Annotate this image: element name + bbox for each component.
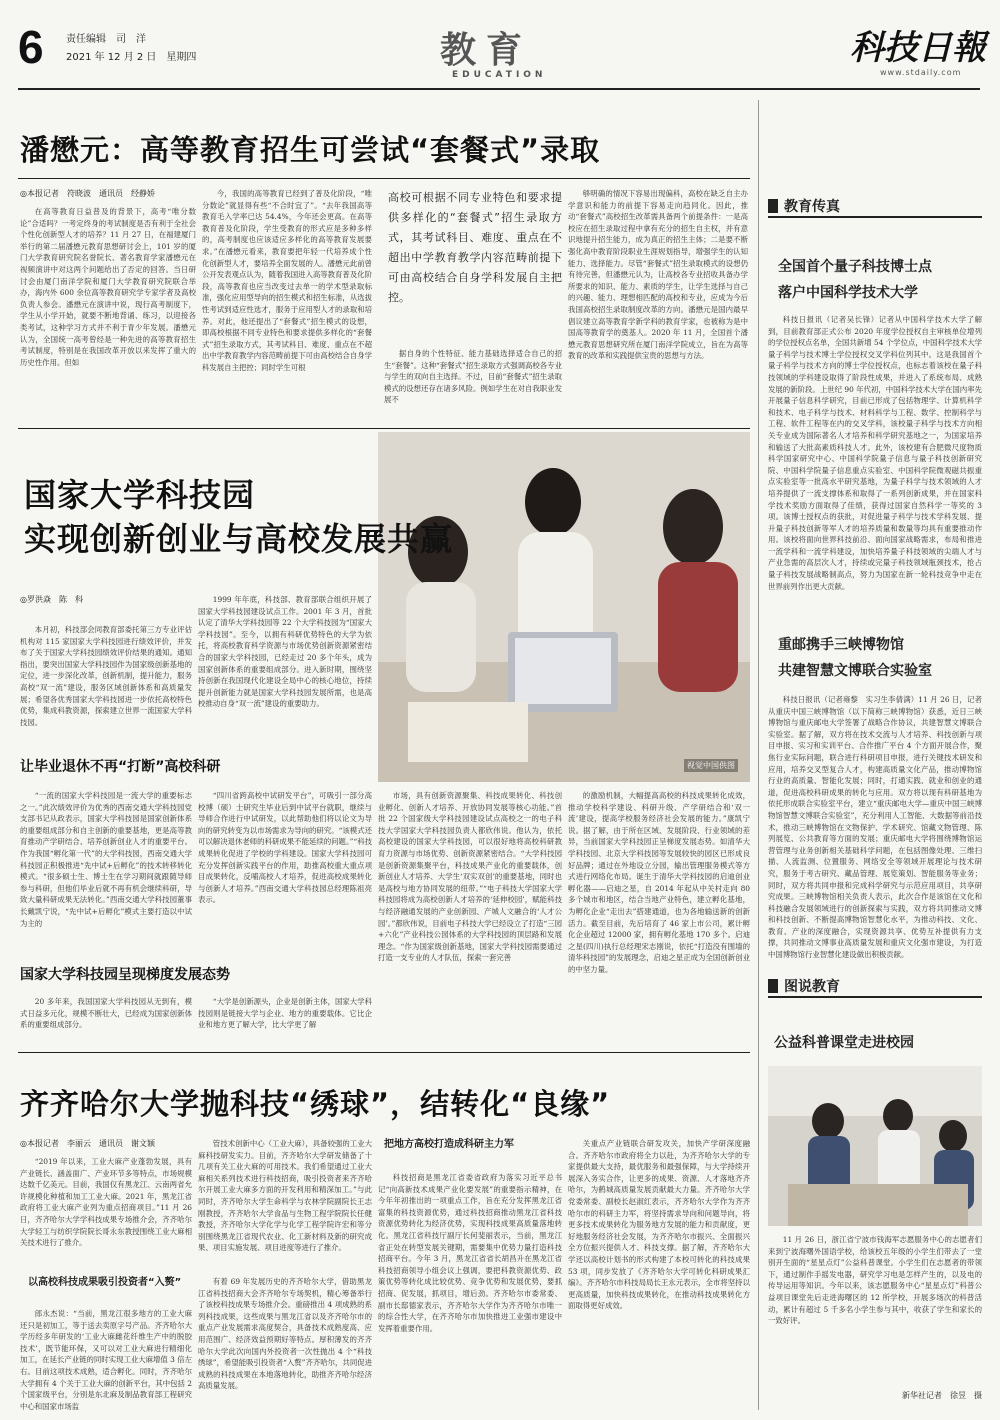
- photo-section-bar: [768, 976, 982, 998]
- issue-date: 2021 年 12 月 2 日 星期四: [66, 52, 197, 63]
- article2-col2: 1999 年年底，科技部、教育部联合组织开展了国家大学科技园建设试点工作。2001 年 3 月，首批认定了清华大学科技园等 22 个大学科技园为“国家大学科技园”。至今，以拥有科研优势特色的大学为依托，将高校教育科学资源与市场优势创新资源紧密结合的国家大学科技园，已经走过 20 多个年头，成为国家创新体系的重要组成部分。进入新时期，围绕坚持创新在我国现代化建设全局中心的核心地位，持续提升创新能力就是国家大学科技园发展所需，也是高校推动自身“双一流”建设的重要助力。: [198, 595, 372, 709]
- photo-news-credit: 新华社记者 徐昱 摄: [902, 1391, 982, 1400]
- news1-title-line1: 全国首个量子科技博士点: [778, 259, 932, 275]
- classroom-photo-illustration: [768, 1066, 982, 1226]
- photo-news-caption: 11 月 26 日，浙江省宁波市钱海军志愿服务中心的志愿者们来到宁波海曙外国语学校，给该校五年级的小学生们带去了一堂别开生面的“星星点灯”公益科普课堂。小学生们在志愿者的带领下，通过制作手摇发电器，研究学习电是怎样产生的，以及电的传导运用等知识。今年以来，该志愿服务中心“星星点灯”科普公益项目课堂先后走进海曙区的 12 所学校，开展多场次的科普活动，累计有超过 5 千多名小学生参与其中，收获了学生和家长的一致好评。: [768, 1235, 982, 1326]
- article2-sub2-col1: 20 多年来，我国国家大学科技园从无到有，模式日益多元化，规模不断壮大，已经成为国家创新体系的重要组成部分。: [20, 997, 192, 1030]
- newspaper-logo: 科技日報: [850, 28, 986, 68]
- website-url: www.stdaily.com: [880, 68, 962, 77]
- news-section-label: 教育传真: [784, 199, 840, 215]
- article2-subhead2: 国家大学科技园呈现梯度发展态势: [20, 967, 230, 983]
- section-marker-icon: [768, 979, 778, 993]
- article3-col3-subhead: 把地方高校打造成科研主力军: [384, 1139, 514, 1150]
- article3-col1-subhead: 以高校科技成果吸引投资者“入赘”: [28, 1277, 182, 1288]
- section-marker-icon: [768, 199, 778, 213]
- article3-col2: 管技术创新中心（工业大麻），具备较强的工业大麻科技研发实力。目前，齐齐哈尔大学研发储备了十几项有关工业大麻的可用技术。我们希望通过工业大麻相关系列技术进行科技招商，吸引投资者来齐齐哈尔开展工业大麻多方面的开发利用和精深加工。”与此同时，齐齐哈尔大学生命科学与农林学院副院长王志刚教授，齐齐哈尔大学食品与生物工程学院院长任健教授，齐齐哈尔大学化学与化学工程学院许宏和等分别围绕黑龙江省现代农业、化工新材料及新的研究成果、项目实施发展、项目进度等进行了推介。: [198, 1139, 372, 1253]
- photo-news-title: 公益科普课堂走进校园: [774, 1035, 914, 1051]
- article3-headline: 齐齐哈尔大学抛科技“绣球”，结转化“良缘”: [20, 1087, 611, 1121]
- section-subtitle: EDUCATION: [452, 70, 547, 80]
- news2-title-line1: 重邮携手三峡博物馆: [778, 637, 904, 653]
- article2-top-rule: [18, 428, 750, 429]
- article3-col2-b: 有着 69 年发展历史的齐齐哈尔大学，借助黑龙江省科技招商大会齐齐哈尔专场契机，精心筹备举行了该校科技成果专场推介会。重磅推出 4 项成熟的系列科技成果，这些成果与黑龙江省以及齐齐哈尔市的重点产业发展需求高度契合，具备技术成熟度高、应用范围广、经济效益预期好等特点。厚积薄发的齐齐哈尔大学此次向国内外投资者一次性抛出 4 个“科技绣球”，希望能吸引投资者“入赘”齐齐哈尔，共同促进成熟的科技成果在本地落地转化，助推齐齐哈尔经济高质量发展。: [198, 1277, 372, 1391]
- article2-sub1-col1: “一流的国家大学科技园是一流大学的重要标志之一。”此次绩效评价为优秀的西南交通大学科技园党支部书记从政表示，国家大学科技园是国家创新体系的重要组成部分和自主创新的重要基地，更是高等教育推动产学研结合、培养创新创业人才的重要平台。作为我国“孵化第一代”的大学科技园，西南交通大学科技园正积极推进“先中试+后孵化”的技术转移转化模式。“很多硕士生、博士生在学习期间就跟随导师参与科研，但他们毕业后就不再有机会继续科研，导致大量科研成果无法转化。”西南交通大学科技园董事长戴凯宁说，“先中试+后孵化”模式主要打造以中试为主的: [20, 791, 192, 928]
- article1-callout: 高校可根据不同专业特色和要求提供多样化的“套餐式”招生录取方式，其考试科目、难度、重点在不超出中学教育教学内容范畴前提下可由高校结合自身学科发展自主把控。: [388, 191, 562, 304]
- news2-body: 科技日报讯（记者雍黎 实习生李倩满）11 月 26 日，记者从重庆中国三峡博物馆（以下简称三峡博物馆）获悉，近日三峡博物馆与重庆邮电大学签署了战略合作协议，共建智慧文博联合实验室。据了解，双方将在技术交流与人才培养、科技创新与项目申报、实习和实训平台、合作推广平台 4 个方面开展合作，聚焦行业实际问题，联合进行科研项目申报，进行关键技术研发和应用，培养交叉型复合人才，构建高质量文化产品，推动博物馆行业的高质量、智能化发展；同时，打通实践、就业和创业的通道，促进高校科研成果的转化与应用。双方将以现有科研基地为依托形成联合实验室平台，建立“重庆邮电大学—重庆中国三峡博物馆智慧文博联合实验室”，充分利用人工智能、大数据等前沿技术，推动三峡博物馆在文物保护、学术研究、馆藏文物管理、陈列展览、公共教育等方面的发展；重庆邮电大学将围绕博物馆运营管理与业务创新相关基础科学问题，在包括图像处理、三维扫描、人流监测、位置服务、网络安全等领域开展理论与技术研究，服务于考古研究、藏品管理、展览策划、智能服务等业务；同时，双方将共同申报和完成科学研究与示范应用项目，共享研究成果。三峡博物馆相关负责人表示，此次合作是该馆在文化和科技融合发展领域进行的创新探索与实践，双方将共同推动文博和科技创新、不断提高博物馆智慧化水平，为推动科技、文化、教育、产业的深度融合，实现资源共享、优势互补提供有力支撑，共同推动文博事业高质量发展和重庆文化强市建设，为打造中国博物馆行业智慧化建设做出积极贡献。: [768, 695, 982, 960]
- section-title: 教育: [440, 30, 533, 71]
- article2-sub1-col3: 市场，具有创新资源聚集、科技成果转化、科技创业孵化、创新人才培养、开放协同发展等核心功能。”首批 22 个国家级大学科技园建设试点高校之一的电子科技大学国家大学科技园负责人都欣伟说。他认为，依托高校建设的国家大学科技园，可以很好地将高校科研教育力资源与市场优势、创新资源紧密结合。“大学科技园是创新资源集聚平台，科技成果产业化的重要载体，创新创业人才培养、大学生‘双实双创’的重要基地，同时也是高校与地方协同发展的纽带。”“电子科技大学国家大学科技园将成为高校创新人才培养的‘延伸校园’，赋能科技与经济融通发展的产业创新园、产城人文融合的‘人才公园’。”都欣伟说，目前电子科技大学已经设立了打造“三园+六化”产业科技公园体系的大学科技园的顶层路和发展理念。“作为国家级创新基地，国家大学科技园需要通过打造一支专业的人才队伍，探索一套完善: [378, 791, 562, 963]
- article2-byline: ◎罗洪焱 陈 科: [20, 595, 83, 604]
- article3-col4: 关重点产业链联合研发攻关，加快产学研深度融合。齐齐哈尔市政府将全力以赴，为齐齐哈尔大学的专家提供最大支持，最优服务和最强保障，与大学持续开展深入务实合作，让更多的成果、资源、人才落地齐齐哈尔，为鹤城高质量发展贡献最大力量。齐齐哈尔大学党委常委、副校长赵淑红表示，齐齐哈尔大学作为齐齐哈尔市的科研主力军，将坚持需求导向和问题导向，将更多技术成果转化为服务地方发展的能力和贡献度，更好地服务经济社会发展，为齐齐哈尔市振兴、全面振兴全方位振兴提供人才、科技支撑。据了解，齐齐哈尔大学还以高校计划书的形式构建了本校可转化的科技成果 53 项，同步发放了《齐齐哈尔大学可转化科研成果汇编》。齐齐哈尔市科技局局长王永元表示，全市将坚持以更高质量，加快科技成果转化，在推动科技成果转化方面取得更好成效。: [568, 1139, 750, 1311]
- article1-rule: [18, 178, 750, 179]
- news1-body: 科技日报讯（记者吴长锋）记者从中国科学技术大学了解到，目前教育部正式公布 2020 年度学位授权自主审核单位增列的学位授权点名单，全国共新增 54 个学位点，中国科学技术大学量子科学与技术博士学位授权交叉学科位列其中。这是我国首个量子科学与技术方向的博士学位授权点，也标志着该校在量子科技领域的学科建设取得了阶段性成果，并进入了系统布局、成熟发展的新阶段。上世纪 90 年代初，中国科学技术大学在国内率先开展量子信息科学研究，目前已形成了包括物理学、计算机科学和技术、电子科学与技术、材料科学与工程、数学、控制科学与工程、软件工程等在内的交叉学科，该校量子科学与技术方向相关专业成为国际著名人才培养和科学研究基地之一，为国家培养和输送了大批高素质科技人才。此外，该校建有合肥微尺度物质科学国家研究中心、中国科学院量子信息与量子科技创新研究院、中国科学院量子信息重点实验室、中国科学院微观磁共振重点实验室等一批高水平研究基地，为量子科学与技术领域的人才培养提供了一流支撑体系和取得了一系列创新成果，并在国家科学技术奖励方面取得了佳绩，获得过国家自然科学一等奖的 3 项。该博士授权点的获批，对促进量子科学与技术学科发展、提升量子科技创新等军人才的培养质量和数量等均具有重要推动作用。该校将面向世界科技前沿、面向国家战略需求，布局和推进一流学科和一流学科建设，加快培养量子科技领域的尖端人才与产业急需的高层次人才，持续或完量子科技领域瓶颈技术，抢占量子科技发展战略制高点，努力为国家在新一轮科技竞争中走在世界前列作出更大贡献。: [768, 315, 982, 591]
- classroom-photo: [768, 1066, 982, 1226]
- article1-col2: 今，我国的高等教育已经到了普及化阶段，“唯分数论”就显得有些“不合时宜了”。“去年我国高等教育毛入学率已达 54.4%，今年还会更高。在高等教育普及化阶段，学生受教育的形式应是多种多样的，高考制度也应该适应多样化的高等教育发展要求。”在潘懋元看来，教育要把年轻一代培养成个性化创新型人才，要培养全面发展的人。潘懋元此前曾公开发表观点认为，随着我国进入高等教育普及化阶段，高等教育也应当改变过去单一的学术型录取标准，强化应用型导向的招生模式和招生标准，从选拔性考试到适应性选才，服务于应用型人才的录取和培养。对此，他还提出了“套餐式”招生模式的设想，即高校根据不同专业特色和要求提供多样化的“套餐式”招生录取方式，其考试科目、难度、重点在不超出中学教育教学内容范畴前提下可由高校结合自身学科发展自主把控；同时学生可根: [202, 189, 372, 372]
- article2-headline-line1: 国家大学科技园: [24, 476, 256, 514]
- header-rule: [18, 88, 980, 90]
- article1-headline: 潘懋元：高等教育招生可尝试“套餐式”录取: [20, 133, 601, 167]
- photo-section-label: 图说教育: [784, 979, 840, 995]
- article2-sub2-col2: “大学是创新源头，企业是创新主体，国家大学科技园则是链接大学与企业、地方的重要载体。它比企业和地方更了解大学，比大学更了解: [198, 997, 372, 1030]
- article1-col4: 够明确的情况下容易出现偏科，高校在缺乏自主办学意识和能力的前提下容易走向趋同化。因此，推动“套餐式”高校招生改革需具备两个前提条件：一是高校应在招生录取过程中拿有充分的招生自主权，并有意识地提升招生能力，成为真正的招生主体；二是要不断强化高中教育阶段职业生涯规划指导，增强学生的认知能力、选择能力。尽管“套餐式”招生录取模式的设想仍有待完善，但潘懋元认为，让高校各专业招收具备办学所要求的知识、能力、素质的学生，让学生选择与自己的兴趣、能力、理想相匹配的高校和专业，应成为今后我国高校招生录取制度改革的方向。潘懋元是国内最早倡议建立高等教育学新学科的教育学家，也被称为是中国高等教育学的奠基人。2020 年 11 月，全国首个潘懋元教育思想研究所在厦门南洋学院成立，旨在为高等教育的改革和实践提供宝贵的思想与方法。: [568, 189, 748, 361]
- page-number: 6: [18, 21, 44, 73]
- article3-col3: 科技招商是黑龙江省委省政府为落实习近平总书记“向高新技术成果产业化要发展”的重要指示精神，在今年年初推出的一项重点工作，旨在充分发挥黑龙江省富集的科技资源优势，通过科技招商推动黑龙江省科技资源优势转化为经济优势，实现科技成果高质量落地转化。黑龙江省科技厅副厅长何斐丽表示，当前，黑龙江省正处在转型发展关键期，需要集中优势力量打造科技招商平台。今年 3 月，黑龙江省省长胡昌升在黑龙江省科技招商领导小组会议上强调，要把科教资源优势、政策优势等转化成比较优势、竞争优势和发展优势，要抓招商、促发展，抓项目，增后劲。齐齐哈尔市委常委、副市长邸德家表示，齐齐哈尔大学作为齐齐哈尔市唯一的综合性大学，在齐齐哈尔市加快推进工业强市建设中发挥着重要作用。: [378, 1173, 562, 1333]
- right-column-divider: [758, 100, 759, 1410]
- students-photo-illustration: [378, 432, 750, 782]
- news1-title-line2: 落户中国科学技术大学: [778, 285, 918, 301]
- news-section-bar: [768, 196, 982, 218]
- article3-col1-b: 郎永杰说：“当前，黑龙江很多地方的工业大麻还只是初加工，等于送去卖原字号产品。齐齐哈尔大学历经多年研发的‘工业大麻雌花纤维生产中的脱胶技术’，既节能环保，又可以对工业大麻进行精细化加工，在延长产业链的同时实现工业大麻增值 3 倍左右。目前这项技术成熟，适合孵化。同时，齐齐哈尔大学拥有 4 个关于工业大麻的创新平台，其中包括 2 个国家级平台，分别是东北麻及制品教育部工程研究中心和国家市场监: [20, 1309, 192, 1411]
- news2-title-line2: 共建智慧文博联合实验室: [778, 663, 932, 679]
- article3-col1: “2019 年以来，工业大麻产业蓬勃发展，具有产业链长、涵盖面广、产业环节多等特点，市场规模达数千亿美元。目前，我国仅有黑龙江、云南两省允许规模化种植和加工工业大麻。2021 年，黑龙江省政府将工业大麻产业列为重点招商项目。”11 月 26 日，齐齐哈尔大学学科技成果专场推介会，齐齐哈尔大学轻工与纺织学院院长哥永东教授围绕工业大麻相关技术进行了推介。: [20, 1157, 192, 1248]
- article3-top-rule: [18, 1052, 750, 1053]
- article3-byline: ◎本报记者 李丽云 通讯员 谢文颖: [20, 1139, 155, 1148]
- article1-col1: 在高等教育日益普及的背景下，高考“唯分数论”合适吗？一考定终身的考试制度是否有利于全社会个性化创新型人才的培养？11 月 27 日，在福建厦门举行的第二届潘懋元教育思想研讨会上，101 岁的厦门大学教育研究院名誉院长、著名教育学家潘懋元在视频演讲中对这两个问题给出了否定的回答。当日研讨会由厦门南洋学院和厦门大学教育研究院联合举办，海内外 600 余位高等教育研究学专家学者及高校负责人参会。潘懋元在演讲中说，现行高考制度下，学生从小学开始，就要不断地背诵、练习，以迎接各类考试，这种学习方式并不利于青少年发展。潘懋元认为，全国统一高考曾经是一种先进的高等教育招生考试制度，特别是在我国改革开放以来发挥了重大的历史性作用。但如: [20, 207, 196, 367]
- article2-subhead1: 让毕业退休不再“打断”高校科研: [20, 759, 221, 775]
- article2-headline-line2: 实现创新创业与高校发展共赢: [24, 520, 454, 558]
- article2-sub1-col2: “四川省跨高校中试研发平台”，可吸引一部分高校博（硕）士研究生毕业后到中试平台就职，继续与导师合作进行中试研发，以此帮助他们将以论文为导向的研究转变为以市场需求为导向的研究。“该模式还可以解决退休老师的科研成果不能延续的问题。”“科技成果转化促进了学校的学科建设。国家大学科技园可充分发挥创新实践平台的作用，助推高校重大重点项目成果转化，反哺高校人才培养，促进高校成果转化与创新人才培养。”西南交通大学科技园总经理陈祖亮表示。: [198, 791, 372, 905]
- article1-byline: ◎本报记者 符晓波 通讯员 经静娇: [20, 189, 155, 198]
- article2-photo: [378, 432, 750, 782]
- photo-credit: 视觉中国供图: [684, 759, 738, 772]
- article2-col1: 本月初，科技部会同教育部委托第三方专业评估机构对 115 家国家大学科技园进行绩效评价，并发布了关于国家大学科技园绩效评价结果的通知。通知指出，要突出国家大学科技园作为国家级创新基地的定位，进一步深化改革，创新机制，提升能力，服务高校“双一流”建设，服务区域创新体系和高质量发展；希望各优秀国家大学科技园进一步依托高校特色优势，集成科教资源，探索建立世界一流国家大学科技园。: [20, 625, 192, 727]
- article1-col3: 据自身的个性特征、能力基础选择适合自己的招生“套餐”。这种“套餐式”招生录取方式强调高校各专业与学生的双向自主选择。不过，目前“套餐式”招生录取模式的设想还存在诸多风险。例如学生在对自我职业发展不: [384, 349, 562, 405]
- editor-label: 责任编辑 司 洋: [66, 34, 146, 45]
- article2-sub1-col4: 的激励机制，大幅提高高校的科技成果转化成效，推动学校科学建设、科研升级、产学研结合和‘双一流’建设，提高学校服务经济社会发展的能力。”康凯宁说。据了解，由于所在区域、发展阶段、行业领域的差异，当前国家大学科技园正呈梯度发展态势。如清华大学科技园、北京大学科技园等发展较快的园区已形成良好品牌；通过在外地设立分园，输出管理服务模式等方式进行网络化布局。诞生于清华大学科技园的启迪创业孵化器——启迪之星，自 2014 年起从中关村走向 80 多个城市和地区，结合当地产业特色，建立孵化基地，为孵化企业“走出去”搭建通道，也为各地输送新的创新活力。截至目前，先后培育了 46 家上市公司，累计孵化企业超过 12000 家，拥有孵化基地 170 多个。启迪之星(四川)执行总经理宋志刚说，依托“打造没有围墙的清华科技园”的发展理念，启迪之星正成为全国创新创业的中坚力量。: [568, 791, 750, 974]
